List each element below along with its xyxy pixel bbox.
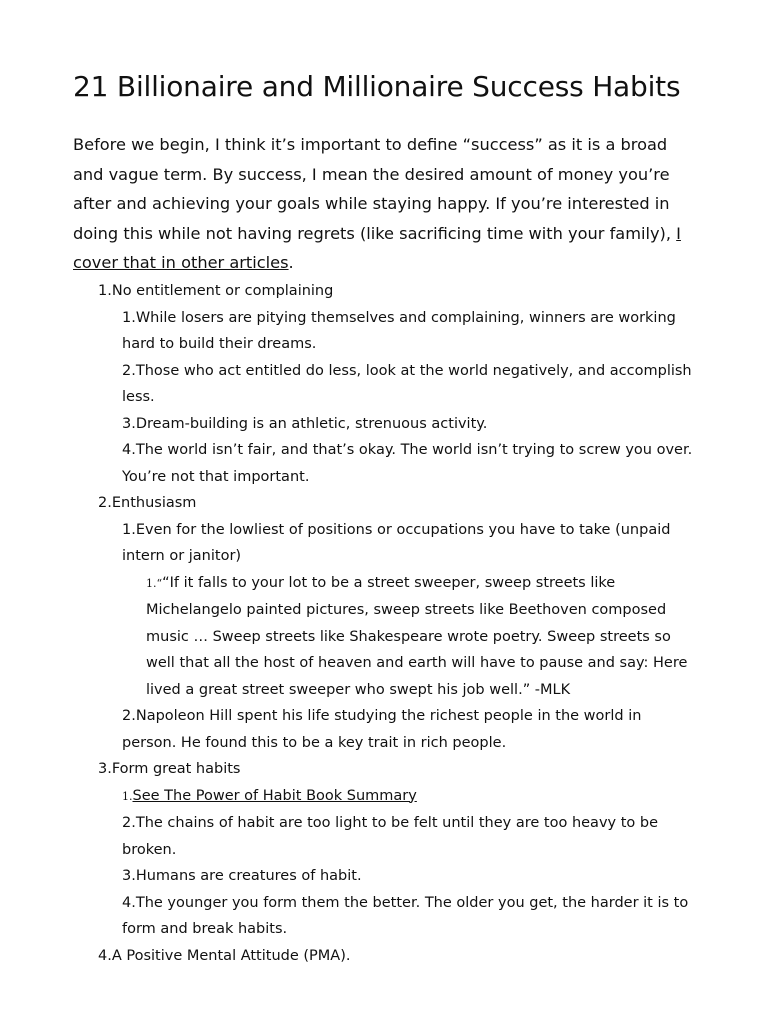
list-text: Humans are creatures of habit.	[135, 868, 362, 884]
list-number: 2.	[122, 815, 136, 831]
list-item	[0, 358, 700, 411]
list-number: 2.	[98, 495, 112, 511]
power-of-habit-summary-link[interactable]: See The Power of Habit Book Summary	[132, 787, 417, 804]
list-text: The younger you form them the better. The older you get, the harder it is to form and break habits.	[122, 894, 689, 937]
list-text: A Positive Mental Attitude (PMA).	[111, 947, 351, 964]
list-number: 2.	[122, 708, 136, 724]
list-item	[0, 517, 700, 570]
list-text: Enthusiasm	[111, 495, 197, 511]
quote-text: “If it falls to your lot to be a street sweeper, sweep streets like Michelangelo painted pictures, sweep streets like Beethoven composed music … Sweep streets like Shakespeare wrote poetry. Sweep streets so well that all the host of heaven and earth will have to pause and say: Here lived a great street sweeper who swept his job well.” -MLK	[146, 574, 688, 698]
list-number: 3.	[122, 415, 136, 432]
habits-outline	[0, 278, 768, 969]
list-number: 1.	[146, 576, 157, 590]
list-number: 1.	[98, 283, 112, 299]
list-text: Dream-building is an athletic, strenuous activity.	[135, 415, 488, 432]
list-text: Napoleon Hill spent his life studying the richest people in the world in person. He found this to be a key trait in rich people.	[122, 708, 642, 751]
list-number: 4.	[122, 442, 136, 458]
list-text: While losers are pitying themselves and complaining, winners are working hard to build their dreams.	[122, 309, 676, 352]
outline-item-enthusiasm	[0, 490, 700, 517]
intro-paragraph	[73, 130, 685, 278]
list-text: No entitlement or complaining	[111, 283, 334, 299]
list-number: 1.	[122, 521, 136, 538]
outline-item-form-great-habits	[0, 756, 700, 783]
list-item	[0, 437, 700, 490]
list-text: The world isn’t fair, and that’s okay. The world isn’t trying to screw you over. You’re not that important.	[122, 442, 693, 485]
list-item	[0, 703, 700, 756]
page-title: 21 Billionaire and Millionaire Success Habits	[73, 70, 681, 103]
intro-text: Before we begin, I think it’s important to define “success” as it is a broad and vague term. By success, I mean the desired amount of money you’re after and achieving your goals while staying happy. If you’re interested in doing this while not having regrets (like sacrificing time with your family),	[73, 135, 677, 243]
list-item	[0, 890, 700, 943]
list-number: 4.	[122, 894, 136, 911]
mlk-quote	[0, 570, 700, 704]
list-number: 4.	[98, 947, 112, 964]
list-number: 2.	[122, 362, 136, 379]
intro-end: .	[288, 253, 294, 272]
list-text: Even for the lowliest of positions or occupations you have to take (unpaid intern or janitor)	[122, 521, 671, 564]
list-item	[0, 863, 700, 890]
list-item	[0, 305, 700, 358]
list-text: Those who act entitled do less, look at the world negatively, and accomplish less.	[122, 362, 692, 405]
list-number: 3.	[122, 868, 136, 884]
other-articles-link[interactable]: I cover that in other articles	[73, 223, 681, 272]
list-item	[0, 810, 700, 863]
list-number: 3.	[98, 761, 112, 777]
list-number: 1.	[122, 789, 133, 803]
list-item	[0, 411, 700, 438]
list-text: The chains of habit are too light to be felt until they are too heavy to be broken.	[122, 815, 658, 858]
outline-item-no-entitlement	[0, 278, 700, 305]
outline-item-positive-mental-attitude	[0, 943, 700, 970]
list-item	[0, 783, 700, 811]
list-number: 1.	[122, 309, 136, 326]
list-text: Form great habits	[111, 761, 241, 777]
quote-mark: “	[156, 576, 163, 590]
